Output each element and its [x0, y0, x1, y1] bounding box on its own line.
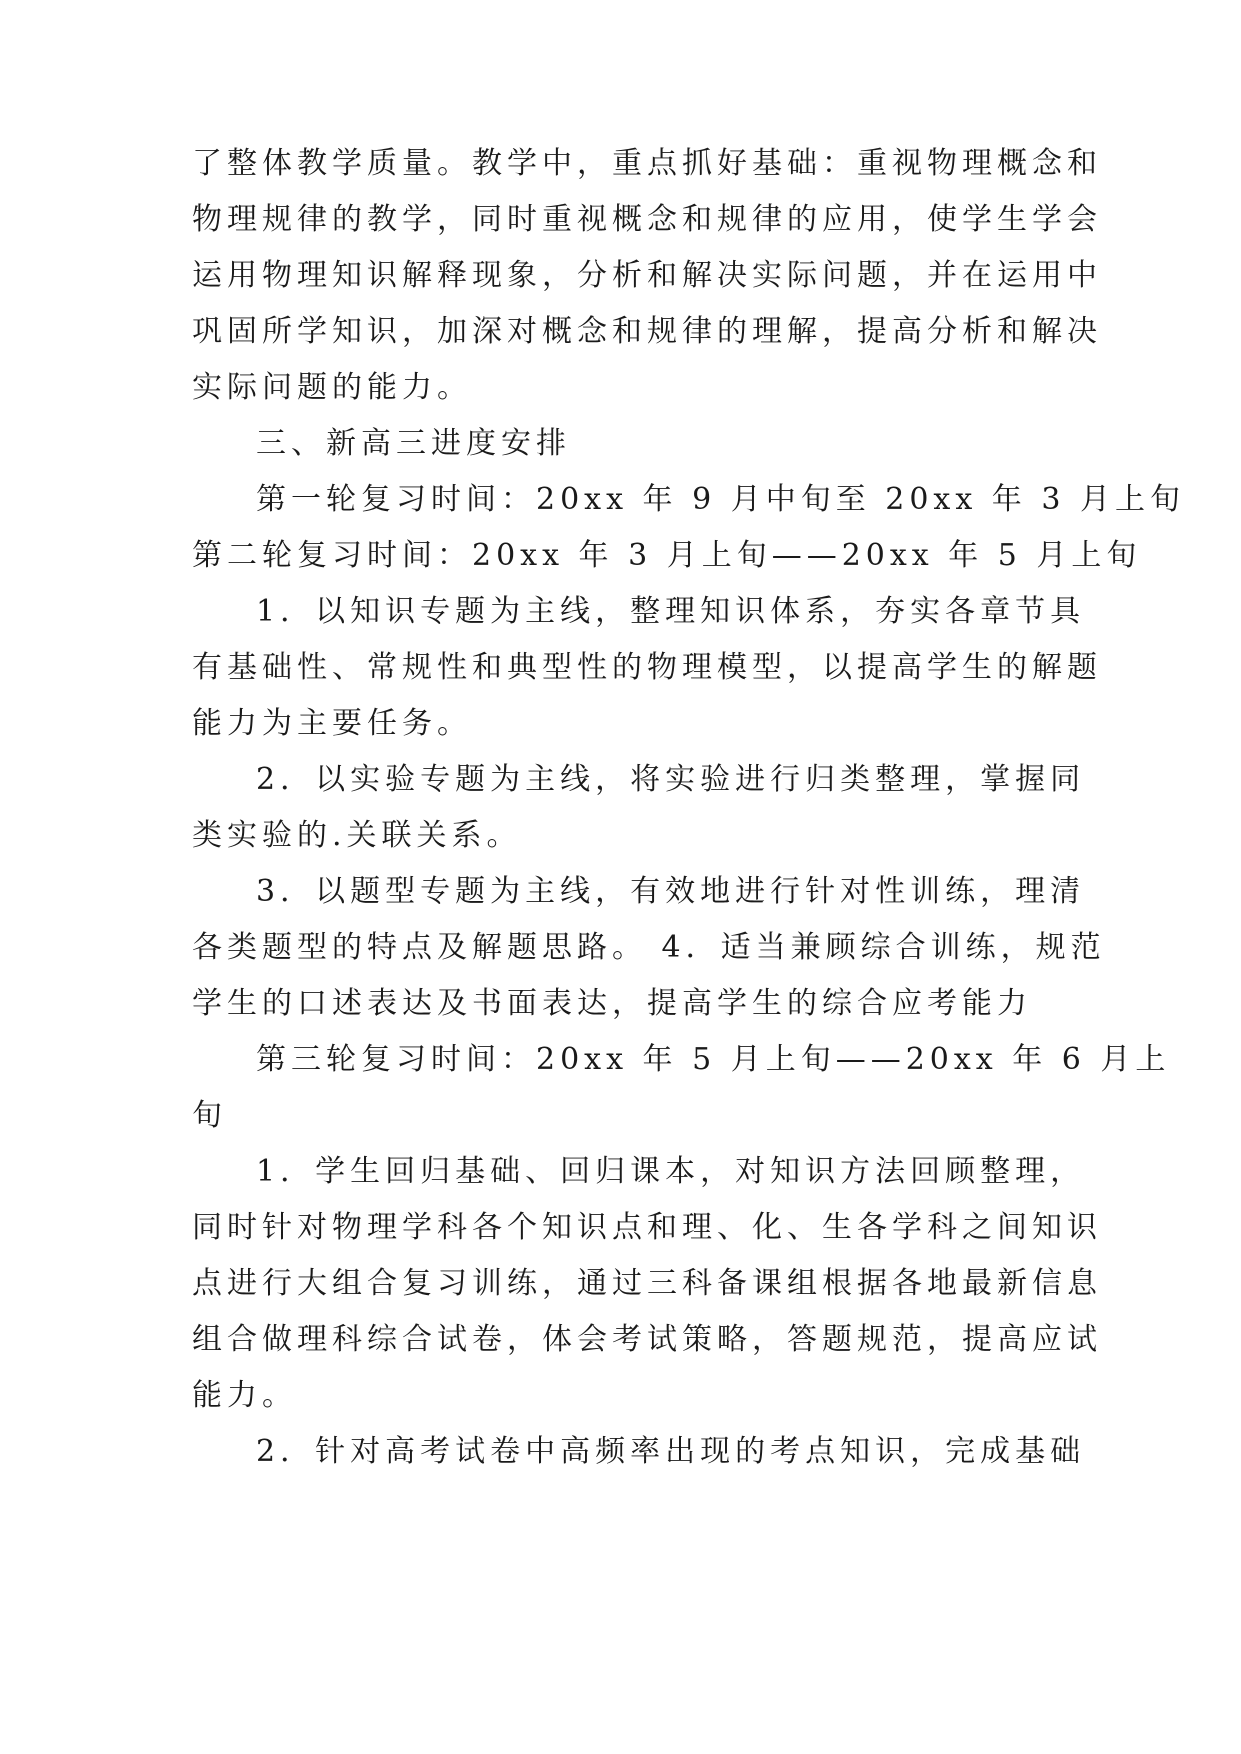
- paragraph-line: 了整体教学质量。教学中，重点抓好基础：重视物理概念和: [192, 146, 1102, 181]
- list-item-line: 3．以题型专题为主线，有效地进行针对性训练，理清: [256, 874, 1086, 909]
- list-item-line: 有基础性、常规性和典型性的物理模型，以提高学生的解题: [192, 650, 1102, 685]
- schedule-line: 第二轮复习时间：20xx 年 3 月上旬——20xx 年 5 月上旬: [192, 538, 1142, 573]
- list-item-line: 能力为主要任务。: [192, 706, 472, 741]
- schedule-line: 第三轮复习时间：20xx 年 5 月上旬——20xx 年 6 月上: [256, 1042, 1171, 1077]
- paragraph-line: 运用物理知识解释现象，分析和解决实际问题，并在运用中: [192, 258, 1102, 293]
- section-heading: 三、新高三进度安排: [256, 426, 571, 461]
- paragraph-line: 实际问题的能力。: [192, 370, 472, 405]
- paragraph-line: 物理规律的教学，同时重视概念和规律的应用，使学生学会: [192, 202, 1102, 237]
- list-item-line: 点进行大组合复习训练，通过三科备课组根据各地最新信息: [192, 1266, 1102, 1301]
- paragraph-line: 巩固所学知识，加深对概念和规律的理解，提高分析和解决: [192, 314, 1102, 349]
- list-item-line: 学生的口述表达及书面表达，提高学生的综合应考能力: [192, 986, 1032, 1021]
- schedule-line: 旬: [192, 1098, 227, 1133]
- schedule-line: 第一轮复习时间：20xx 年 9 月中旬至 20xx 年 3 月上旬: [256, 482, 1185, 517]
- list-item-line: 1．以知识专题为主线，整理知识体系，夯实各章节具: [256, 594, 1086, 629]
- list-item-line: 2．针对高考试卷中高频率出现的考点知识，完成基础: [256, 1434, 1086, 1469]
- list-item-line: 能力。: [192, 1378, 297, 1413]
- list-item-line: 2．以实验专题为主线，将实验进行归类整理，掌握同: [256, 762, 1086, 797]
- list-item-line: 同时针对物理学科各个知识点和理、化、生各学科之间知识: [192, 1210, 1102, 1245]
- list-item-line: 各类题型的特点及解题思路。 4．适当兼顾综合训练，规范: [192, 930, 1106, 965]
- list-item-line: 类实验的.关联关系。: [192, 818, 522, 853]
- list-item-line: 组合做理科综合试卷，体会考试策略，答题规范，提高应试: [192, 1322, 1102, 1357]
- list-item-line: 1．学生回归基础、回归课本，对知识方法回顾整理，: [256, 1154, 1086, 1189]
